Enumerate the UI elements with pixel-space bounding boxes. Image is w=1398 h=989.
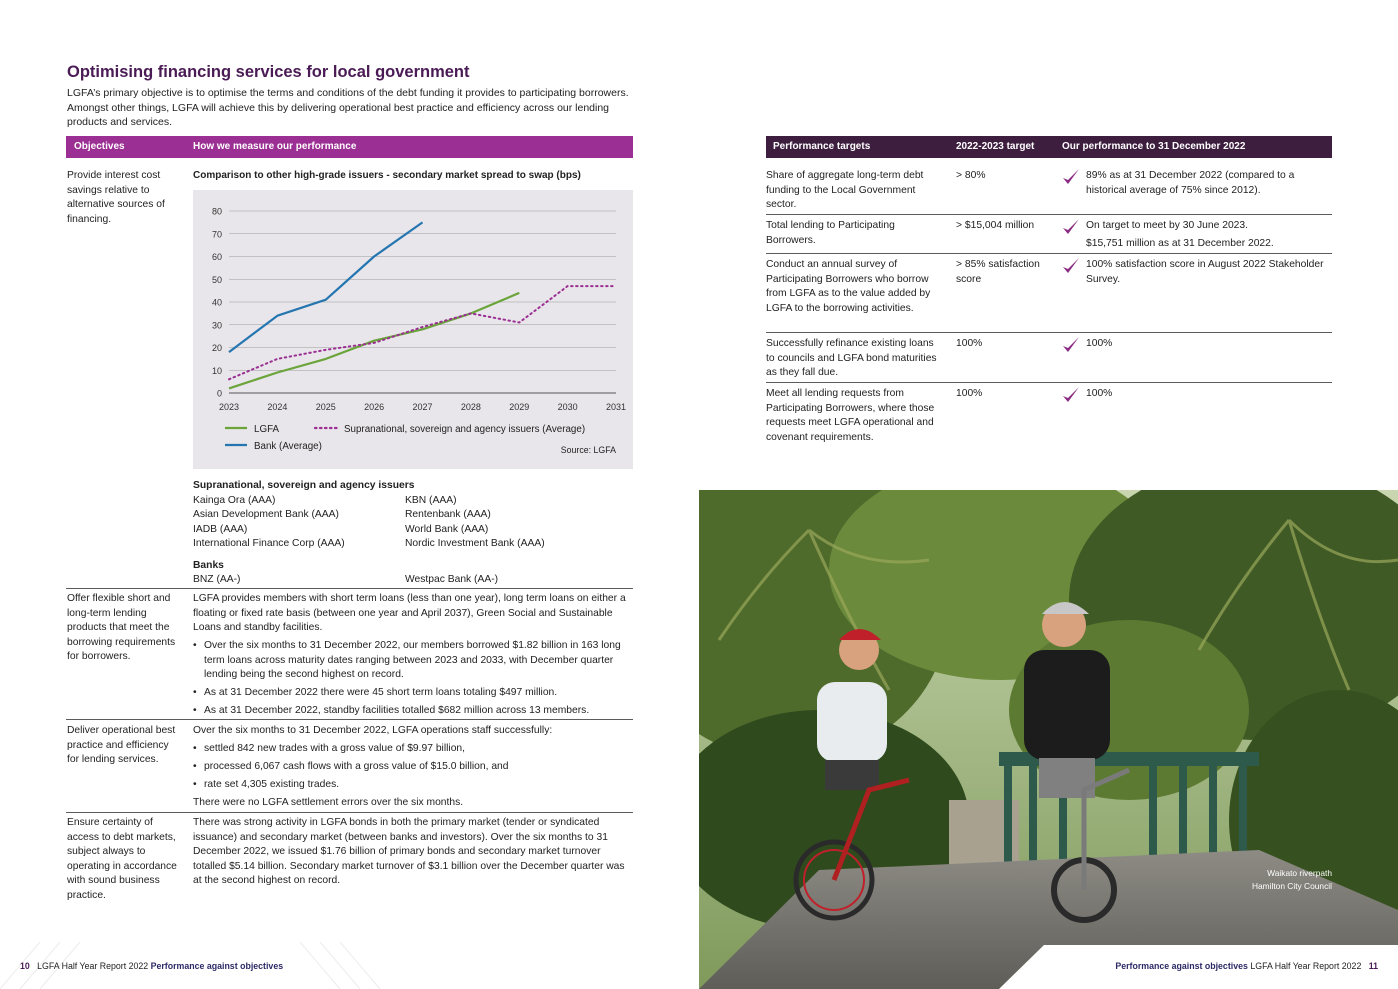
photo-caption-line2: Hamilton City Council: [1251, 881, 1332, 891]
footer-right: [1115, 961, 1378, 971]
checkmark-icon: [1062, 336, 1080, 354]
report-name: LGFA Half Year Report 2022: [1250, 961, 1362, 971]
banks-heading: Banks: [193, 559, 224, 571]
page-title: Optimising financing services for local government: [67, 63, 470, 81]
bullet: • processed 6,067 cash flows with a gross value of $15.0 billion, and: [193, 760, 633, 775]
perf-result-line1: On target to meet by 30 June 2023.: [1086, 220, 1248, 231]
x-tick-label: 2031: [605, 402, 627, 412]
section-name: Performance against objectives: [150, 961, 284, 971]
x-tick-label: 2028: [460, 402, 481, 412]
x-tick-label: 2030: [557, 402, 578, 412]
page-number: 11: [1368, 961, 1378, 971]
series-line-lgfa: [229, 293, 519, 389]
report-name: LGFA Half Year Report 2022: [37, 961, 149, 971]
issuer-b: World Bank (AAA): [405, 523, 489, 535]
perf-goal: > 80%: [956, 170, 986, 181]
section-name: Performance against objectives: [1115, 961, 1248, 971]
y-tick-label: 20: [211, 343, 222, 353]
issuers-heading: Supranational, sovereign and agency issuers: [193, 480, 415, 491]
x-tick-label: 2024: [267, 402, 288, 412]
issuer-b: Rentenbank (AAA): [405, 509, 491, 520]
legend-label: Bank (Average): [254, 441, 322, 452]
perf-target: Successfully refinance existing loans to councils and LGFA bond maturities as they fall due.: [766, 338, 937, 378]
y-tick-label: 80: [211, 206, 222, 217]
bullet: • As at 31 December 2022, standby facilities totalled $682 million across 13 members.: [193, 704, 633, 719]
issuer-a: IADB (AAA): [193, 523, 248, 535]
issuers-list: [193, 479, 633, 588]
x-tick-label: 2027: [412, 402, 433, 412]
cyclists-photo: [699, 490, 1398, 989]
perf-target: Conduct an annual survey of Participating Borrowers who borrow from LGFA as to the value added by LGFA to the borrowing activities.: [766, 259, 931, 314]
measure-3-after: There were no LGFA settlement errors over the six months.: [193, 796, 464, 808]
measure-4: There was strong activity in LGFA bonds in both the primary market (tender or syndicated issuance) and secondary market (between banks and investors). Over the six months to 31 December 2022, we issued $1.76 billion of primary bonds and secondary market turnover totalled $5.14 billion. Secondary market turnover of $3.1 billion over the December quarter was at the second highest on record.: [193, 817, 625, 886]
y-tick-label: 70: [211, 229, 222, 240]
header-measure: How we measure our performance: [193, 141, 357, 152]
row-divider: [66, 812, 633, 813]
row-divider: [66, 719, 633, 720]
y-tick-label: 30: [211, 320, 222, 331]
header-performance: Our performance to 31 December 2022: [1062, 141, 1246, 152]
row-divider: [766, 214, 1332, 215]
y-tick-label: 0: [216, 388, 222, 399]
bullet: • settled 842 new trades with a gross value of $9.97 billion,: [193, 742, 633, 757]
row-divider: [766, 382, 1332, 383]
y-tick-label: 10: [211, 365, 222, 376]
measure-2: [193, 592, 633, 719]
objective-4: Ensure certainty of access to debt markets, subject always to operating in accordance with sound business practice.: [67, 817, 177, 901]
page-number: 10: [20, 961, 30, 971]
checkmark-icon: [1062, 386, 1080, 404]
bullet: • Over the six months to 31 December 2022, our members borrowed $1.82 billion in 163 long term loans across maturity dates ranging between 2023 and 2033, with December quarter lending being the second highest on record.: [193, 639, 633, 683]
perf-result-line2: $15,751 million as at 31 December 2022.: [1086, 237, 1274, 249]
perf-goal: 100%: [956, 388, 983, 399]
perf-result: 100%: [1086, 388, 1113, 399]
perf-result: 89% as at 31 December 2022 (compared to a historical average of 75% since 2012).: [1086, 170, 1295, 196]
perf-goal: 100%: [956, 338, 983, 349]
series-line-bank-average-: [229, 222, 423, 352]
perf-result: 100% satisfaction score in August 2022 Stakeholder Survey.: [1086, 259, 1324, 285]
row-divider: [766, 332, 1332, 333]
row-divider: [766, 253, 1332, 254]
x-tick-label: 2023: [218, 402, 240, 412]
objective-2: Offer flexible short and long-term lending products that meet the borrowing requirements for borrowers.: [67, 593, 176, 662]
y-tick-label: 40: [211, 297, 222, 308]
performance-table-header: [766, 136, 1332, 158]
perf-target: Share of aggregate long-term debt funding to the Local Government sector.: [766, 170, 924, 210]
bank-a: BNZ (AA-): [193, 574, 241, 585]
chart-title: Comparison to other high-grade issuers - secondary market spread to swap (bps): [193, 170, 581, 181]
checkmark-icon: [1062, 218, 1080, 236]
intro-paragraph: LGFA’s primary objective is to optimise the terms and conditions of the debt funding it provides to participating borrowers. Amongst other things, LGFA will achieve this by delivering operational best practice and efficiency across our lending products and services.: [67, 87, 629, 128]
series-line-supranational-sovereign-and-agency-issuers-average-: [229, 286, 616, 379]
spread-chart: [193, 190, 633, 469]
header-targets: Performance targets: [773, 141, 871, 152]
bank-b: Westpac Bank (AA-): [405, 574, 499, 585]
issuer-b: Nordic Investment Bank (AAA): [405, 538, 545, 549]
perf-target: Meet all lending requests from Participating Borrowers, where those requests meet LGFA operational and covenant requirements.: [766, 388, 935, 443]
bullet: • rate set 4,305 existing trades.: [193, 778, 633, 793]
checkmark-icon: [1062, 257, 1080, 275]
x-tick-label: 2025: [315, 402, 336, 412]
issuer-a: Asian Development Bank (AAA): [193, 509, 339, 520]
chart-panel: [193, 190, 633, 469]
objectives-table-header: [66, 136, 633, 158]
perf-goal: > $15,004 million: [956, 220, 1035, 231]
header-objectives: Objectives: [74, 141, 125, 152]
header-target-year: 2022-2023 target: [956, 141, 1035, 152]
measure-3: [193, 724, 633, 810]
objective-3: Deliver operational best practice and efficiency for lending services.: [67, 725, 176, 765]
issuer-b: KBN (AAA): [405, 494, 457, 506]
footer-left: [20, 961, 283, 971]
x-tick-label: 2029: [509, 402, 530, 412]
perf-goal: > 85% satisfaction score: [956, 259, 1040, 285]
perf-result: [1086, 219, 1331, 251]
photo-caption-line1: Waikato riverpath: [1267, 868, 1332, 878]
perf-result: 100%: [1086, 338, 1113, 349]
legend-label: Supranational, sovereign and agency issuers (Average): [344, 424, 586, 435]
row-divider: [66, 588, 633, 589]
measure-2-text: LGFA provides members with short term loans (less than one year), long term loans on either a floating or fixed rate basis (between one year and April 2037), Green Social and Sustainable Loans and standby facilities.: [193, 593, 626, 633]
y-tick-label: 50: [211, 274, 222, 285]
chart-source: Source: LGFA: [560, 445, 616, 455]
issuer-a: International Finance Corp (AAA): [193, 538, 345, 549]
objective-1: Provide interest cost savings relative to alternative sources of financing.: [67, 170, 165, 225]
perf-target: Total lending to Participating Borrowers.: [766, 220, 895, 246]
measure-3-text: Over the six months to 31 December 2022, LGFA operations staff successfully:: [193, 725, 553, 736]
y-tick-label: 60: [211, 252, 222, 262]
photo-caption: [1252, 867, 1332, 893]
legend-label: LGFA: [254, 424, 280, 435]
bullet: • As at 31 December 2022 there were 45 short term loans totaling $497 million.: [193, 686, 633, 701]
issuer-a: Kainga Ora (AAA): [193, 494, 276, 506]
x-tick-label: 2026: [364, 402, 385, 412]
checkmark-icon: [1062, 168, 1080, 186]
